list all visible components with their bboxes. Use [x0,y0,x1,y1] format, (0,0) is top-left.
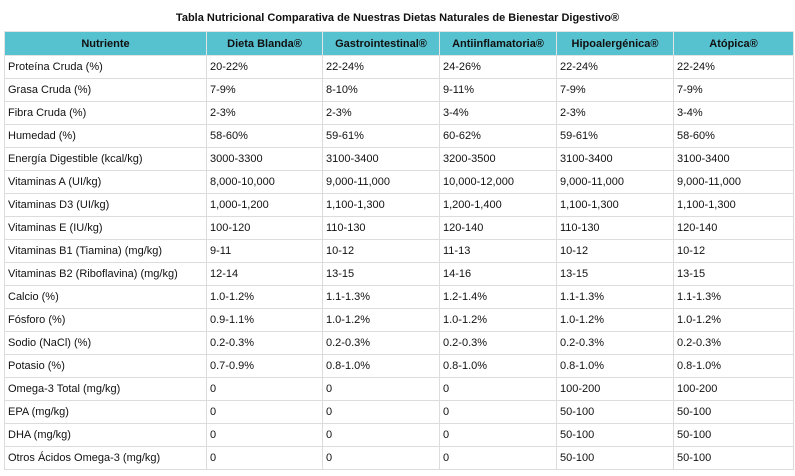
atopica-cell: 1.1-1.3% [674,286,794,309]
antiinflamatoria-cell: 14-16 [440,263,557,286]
atopica-cell: 50-100 [674,401,794,424]
dieta-blanda-cell: 8,000-10,000 [207,171,323,194]
table-body [5,56,794,470]
antiinflamatoria-cell: 120-140 [440,217,557,240]
header-antiinflamatoria: Antiinflamatoria® [440,32,557,56]
atopica-cell: 7-9% [674,79,794,102]
atopica-cell: 3100-3400 [674,148,794,171]
nutrient-cell: EPA (mg/kg) [5,401,207,424]
hipoalergenica-cell: 13-15 [557,263,674,286]
atopica-cell: 50-100 [674,424,794,447]
gastrointestinal-cell: 3100-3400 [323,148,440,171]
gastrointestinal-cell: 0 [323,378,440,401]
antiinflamatoria-cell: 1.0-1.2% [440,309,557,332]
dieta-blanda-cell: 0 [207,378,323,401]
table-row [5,309,794,332]
antiinflamatoria-cell: 0.8-1.0% [440,355,557,378]
hipoalergenica-cell: 10-12 [557,240,674,263]
atopica-cell: 3-4% [674,102,794,125]
atopica-cell: 0.2-0.3% [674,332,794,355]
gastrointestinal-cell: 10-12 [323,240,440,263]
table-row [5,355,794,378]
dieta-blanda-cell: 1,000-1,200 [207,194,323,217]
table-row [5,148,794,171]
nutrient-cell: Vitaminas B1 (Tiamina) (mg/kg) [5,240,207,263]
dieta-blanda-cell: 0.7-0.9% [207,355,323,378]
nutrient-cell: Vitaminas D3 (UI/kg) [5,194,207,217]
antiinflamatoria-cell: 0 [440,401,557,424]
atopica-cell: 0.8-1.0% [674,355,794,378]
atopica-cell: 1,100-1,300 [674,194,794,217]
table-row [5,102,794,125]
table-title: Tabla Nutricional Comparativa de Nuestras Dietas Naturales de Bienestar Digestivo® [175,12,620,24]
table-row [5,56,794,79]
nutrient-cell: DHA (mg/kg) [5,424,207,447]
atopica-cell: 1.0-1.2% [674,309,794,332]
antiinflamatoria-cell: 0.2-0.3% [440,332,557,355]
dieta-blanda-cell: 100-120 [207,217,323,240]
nutrient-cell: Omega-3 Total (mg/kg) [5,378,207,401]
antiinflamatoria-cell: 3200-3500 [440,148,557,171]
table-row [5,424,794,447]
nutrient-cell: Humedad (%) [5,125,207,148]
nutrient-cell: Vitaminas E (IU/kg) [5,217,207,240]
hipoalergenica-cell: 1,100-1,300 [557,194,674,217]
dieta-blanda-cell: 0.2-0.3% [207,332,323,355]
table-row [5,240,794,263]
table-row [5,79,794,102]
atopica-cell: 120-140 [674,217,794,240]
table-row [5,263,794,286]
gastrointestinal-cell: 59-61% [323,125,440,148]
antiinflamatoria-cell: 24-26% [440,56,557,79]
header-atopica: Atópica® [674,32,794,56]
dieta-blanda-cell: 2-3% [207,102,323,125]
antiinflamatoria-cell: 0 [440,424,557,447]
gastrointestinal-cell: 13-15 [323,263,440,286]
table-row [5,171,794,194]
atopica-cell: 22-24% [674,56,794,79]
dieta-blanda-cell: 3000-3300 [207,148,323,171]
gastrointestinal-cell: 110-130 [323,217,440,240]
hipoalergenica-cell: 100-200 [557,378,674,401]
dieta-blanda-cell: 1.0-1.2% [207,286,323,309]
dieta-blanda-cell: 0.9-1.1% [207,309,323,332]
gastrointestinal-cell: 0 [323,401,440,424]
hipoalergenica-cell: 59-61% [557,125,674,148]
table-row [5,125,794,148]
antiinflamatoria-cell: 60-62% [440,125,557,148]
hipoalergenica-cell: 22-24% [557,56,674,79]
hipoalergenica-cell: 0.2-0.3% [557,332,674,355]
gastrointestinal-cell: 2-3% [323,102,440,125]
table-row [5,286,794,309]
hipoalergenica-cell: 1.1-1.3% [557,286,674,309]
nutrient-cell: Energía Digestible (kcal/kg) [5,148,207,171]
antiinflamatoria-cell: 10,000-12,000 [440,171,557,194]
header-gastrointestinal: Gastrointestinal® [323,32,440,56]
hipoalergenica-cell: 50-100 [557,447,674,470]
gastrointestinal-cell: 22-24% [323,56,440,79]
hipoalergenica-cell: 2-3% [557,102,674,125]
header-row [5,32,794,56]
atopica-cell: 50-100 [674,447,794,470]
atopica-cell: 9,000-11,000 [674,171,794,194]
nutrient-cell: Fósforo (%) [5,309,207,332]
gastrointestinal-cell: 1,100-1,300 [323,194,440,217]
dieta-blanda-cell: 0 [207,424,323,447]
gastrointestinal-cell: 0 [323,447,440,470]
gastrointestinal-cell: 8-10% [323,79,440,102]
hipoalergenica-cell: 110-130 [557,217,674,240]
nutrient-cell: Proteína Cruda (%) [5,56,207,79]
table-row [5,447,794,470]
antiinflamatoria-cell: 1.2-1.4% [440,286,557,309]
gastrointestinal-cell: 1.0-1.2% [323,309,440,332]
gastrointestinal-cell: 1.1-1.3% [323,286,440,309]
nutrient-cell: Calcio (%) [5,286,207,309]
dieta-blanda-cell: 12-14 [207,263,323,286]
antiinflamatoria-cell: 0 [440,447,557,470]
nutrient-cell: Grasa Cruda (%) [5,79,207,102]
antiinflamatoria-cell: 9-11% [440,79,557,102]
hipoalergenica-cell: 50-100 [557,424,674,447]
dieta-blanda-cell: 7-9% [207,79,323,102]
hipoalergenica-cell: 1.0-1.2% [557,309,674,332]
hipoalergenica-cell: 7-9% [557,79,674,102]
antiinflamatoria-cell: 0 [440,378,557,401]
gastrointestinal-cell: 0.8-1.0% [323,355,440,378]
hipoalergenica-cell: 0.8-1.0% [557,355,674,378]
table-row [5,194,794,217]
atopica-cell: 100-200 [674,378,794,401]
dieta-blanda-cell: 9-11 [207,240,323,263]
nutrient-cell: Fibra Cruda (%) [5,102,207,125]
antiinflamatoria-cell: 1,200-1,400 [440,194,557,217]
atopica-cell: 10-12 [674,240,794,263]
dieta-blanda-cell: 0 [207,447,323,470]
table-row [5,378,794,401]
dieta-blanda-cell: 0 [207,401,323,424]
header-hipoalergenica: Hipoalergénica® [557,32,674,56]
nutrient-cell: Potasio (%) [5,355,207,378]
table-row [5,332,794,355]
atopica-cell: 13-15 [674,263,794,286]
nutrient-cell: Vitaminas B2 (Riboflavina) (mg/kg) [5,263,207,286]
table-row [5,401,794,424]
header-nutriente: Nutriente [5,32,207,56]
table-row [5,217,794,240]
nutrient-cell: Sodio (NaCl) (%) [5,332,207,355]
dieta-blanda-cell: 58-60% [207,125,323,148]
gastrointestinal-cell: 0 [323,424,440,447]
dieta-blanda-cell: 20-22% [207,56,323,79]
hipoalergenica-cell: 50-100 [557,401,674,424]
header-dieta-blanda: Dieta Blanda® [207,32,323,56]
nutrient-cell: Vitaminas A (UI/kg) [5,171,207,194]
hipoalergenica-cell: 9,000-11,000 [557,171,674,194]
hipoalergenica-cell: 3100-3400 [557,148,674,171]
nutrition-table [4,31,794,470]
gastrointestinal-cell: 9,000-11,000 [323,171,440,194]
antiinflamatoria-cell: 11-13 [440,240,557,263]
nutrient-cell: Otros Ácidos Omega-3 (mg/kg) [5,447,207,470]
gastrointestinal-cell: 0.2-0.3% [323,332,440,355]
antiinflamatoria-cell: 3-4% [440,102,557,125]
atopica-cell: 58-60% [674,125,794,148]
